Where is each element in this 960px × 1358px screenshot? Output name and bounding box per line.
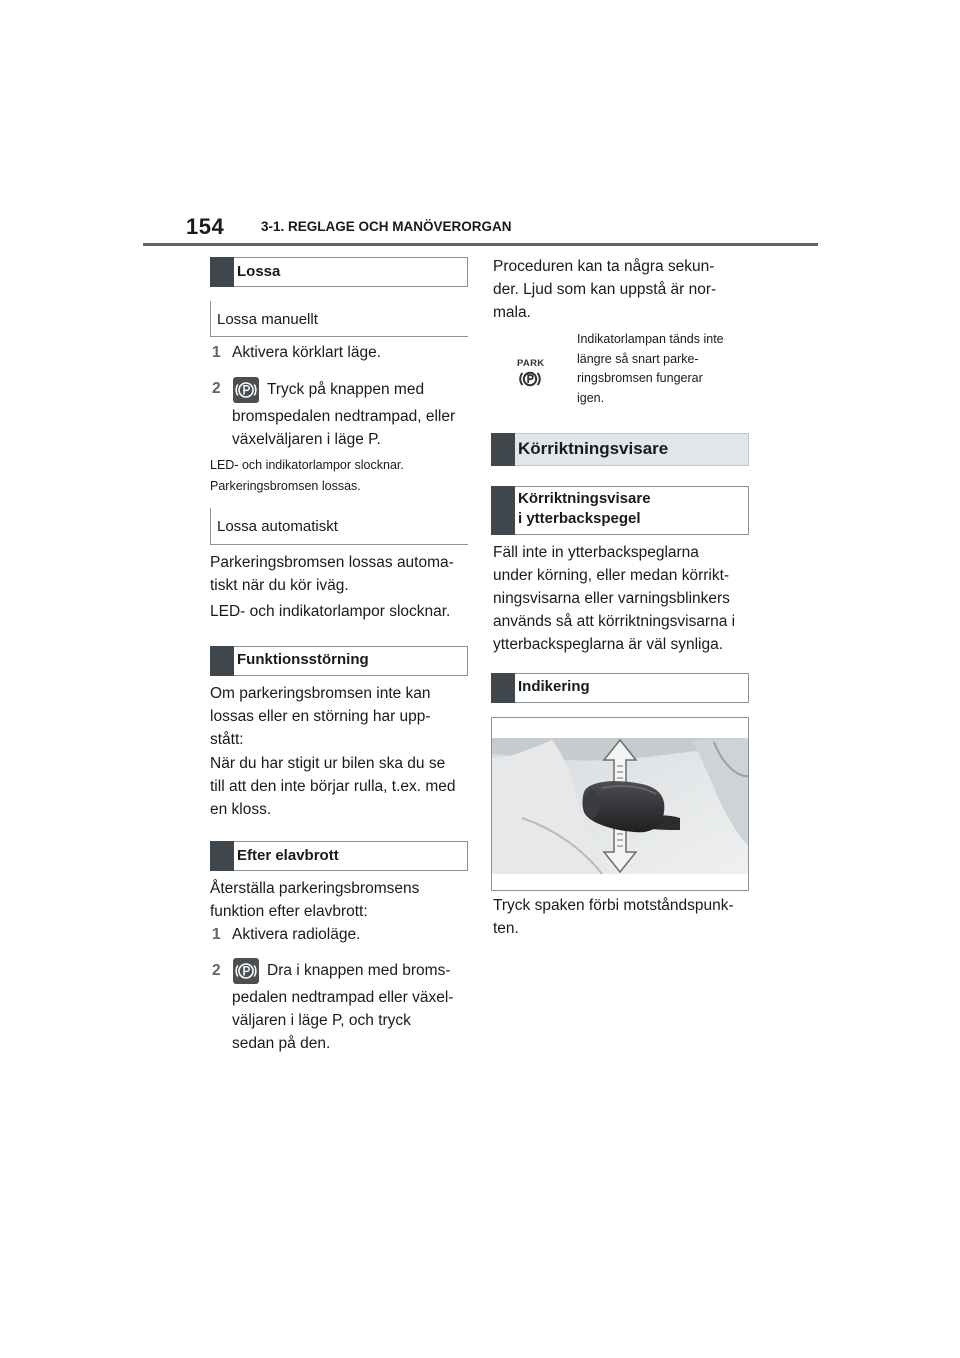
step-text: Dra i knappen med broms-: [267, 962, 451, 979]
body-text: LED- och indikatorlampor slocknar.: [210, 603, 451, 620]
parking-brake-button-icon: [233, 377, 259, 403]
step-number: 2: [212, 962, 221, 979]
efter-elavbrott-heading-box: [210, 841, 468, 871]
turn-signal-lever-illustration: [491, 717, 749, 891]
korriktningsvisare-heading-box: [491, 433, 749, 466]
body-text: der. Ljud som kan uppstå är nor-: [493, 281, 717, 298]
heading-bar: [210, 841, 234, 871]
body-text: till att den inte börjar rulla, t.ex. med: [210, 778, 456, 795]
lossa-manuellt-subhead: [210, 301, 468, 337]
step-text: Aktivera radioläge.: [232, 926, 361, 943]
note-text: Parkeringsbromsen lossas.: [210, 479, 361, 493]
step-text: pedalen nedtrampad eller växel-: [232, 989, 454, 1006]
step-number: 2: [212, 380, 221, 397]
lossa-heading: Lossa: [237, 263, 281, 280]
body-text: lossas eller en störning har upp-: [210, 708, 431, 725]
indikering-heading-box: [491, 673, 749, 703]
parking-brake-button-icon: [233, 958, 259, 984]
heading-bar: [491, 433, 515, 466]
step-text: Aktivera körklart läge.: [232, 344, 382, 361]
step-number: 1: [212, 926, 221, 943]
body-text: mala.: [493, 304, 531, 321]
body-text: tiskt när du kör iväg.: [210, 577, 349, 594]
body-text: Återställa parkeringsbromsens: [210, 880, 420, 897]
body-text: under körning, eller medan körrikt-: [493, 567, 730, 584]
heading-bar: [491, 673, 515, 703]
funktionsstorning-heading-box: [210, 646, 468, 676]
subheading-line: Körriktningsvisare: [518, 490, 651, 507]
indikering-heading: Indikering: [518, 678, 590, 695]
note-text: LED- och indikatorlampor slocknar.: [210, 458, 404, 472]
body-text: När du har stigit ur bilen ska du se: [210, 755, 446, 772]
heading-bar: [491, 486, 515, 535]
lossa-heading-box: [210, 257, 468, 287]
efter-elavbrott-heading: Efter elavbrott: [237, 847, 339, 864]
heading-bar: [210, 646, 234, 676]
body-text: ytterbackspeglarna är väl synliga.: [493, 636, 724, 653]
body-text: Proceduren kan ta några sekun-: [493, 258, 715, 275]
body-text: Fäll inte in ytterbackspeglarna: [493, 544, 699, 561]
note-text: Indikatorlampan tänds inte: [577, 332, 724, 346]
page-number: 154: [186, 214, 225, 239]
header-rule: [143, 243, 818, 246]
korriktningsvisare-heading: Körriktningsvisare: [518, 439, 669, 458]
section-title: 3-1. REGLAGE OCH MANÖVERORGAN: [261, 219, 512, 234]
body-text: Om parkeringsbromsen inte kan: [210, 685, 431, 702]
note-text: igen.: [577, 391, 605, 405]
step-text: bromspedalen nedtrampad, eller: [232, 408, 456, 425]
subheading-line: i ytterbackspegel: [518, 510, 641, 527]
lossa-manuellt-label: Lossa manuellt: [217, 311, 318, 328]
body-text: ten.: [493, 920, 519, 937]
body-text: Parkeringsbromsen lossas automa-: [210, 554, 454, 571]
heading-bar: [210, 257, 234, 287]
lossa-automatiskt-label: Lossa automatiskt: [217, 518, 338, 535]
step-text: växelväljaren i läge P.: [232, 431, 381, 448]
korriktningsvisare-ytterbackspegel-box: [491, 486, 749, 535]
park-indicator-icon: [512, 358, 548, 390]
body-text: används så att körriktningsvisarna i: [493, 613, 736, 630]
body-text: ningsvisarna eller varningsblinkers: [493, 590, 730, 607]
body-text: Tryck spaken förbi motståndspunk-: [493, 897, 734, 914]
body-text: funktion efter elavbrott:: [210, 903, 368, 920]
funktionsstorning-heading: Funktionsstörning: [237, 651, 369, 668]
park-icon-label: PARK: [517, 358, 545, 369]
step-text: sedan på den.: [232, 1035, 331, 1052]
body-text: en kloss.: [210, 801, 272, 818]
body-text: stått:: [210, 731, 244, 748]
step-number: 1: [212, 344, 221, 361]
note-text: ringsbromsen fungerar: [577, 371, 703, 385]
step-text: Tryck på knappen med: [267, 381, 425, 398]
lossa-automatiskt-subhead: [210, 508, 468, 545]
note-text: längre så snart parke-: [577, 352, 699, 366]
step-text: väljaren i läge P, och tryck: [232, 1012, 411, 1029]
